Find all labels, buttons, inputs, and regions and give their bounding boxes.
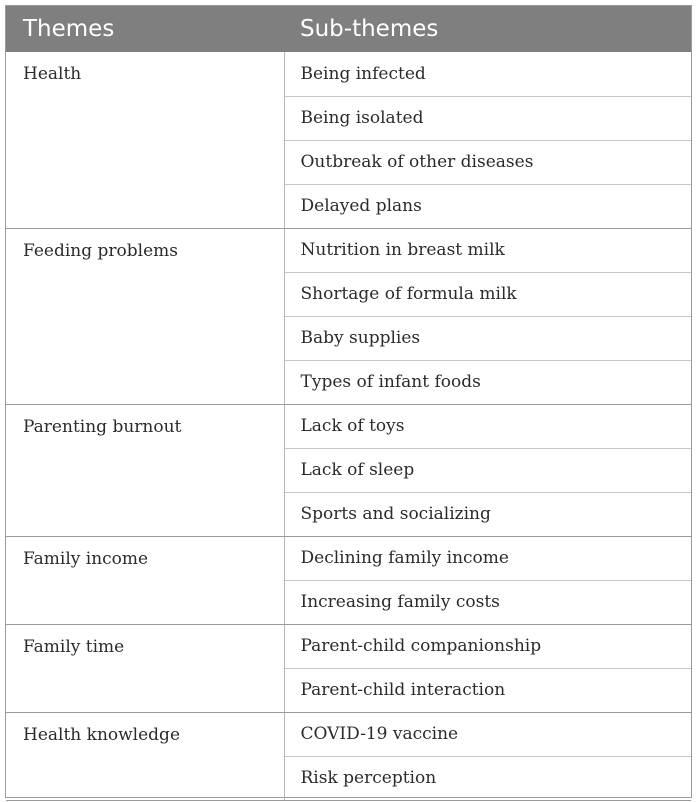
theme-cell: Feeding problems — [6, 228, 284, 404]
theme-cell: Parenting burnout — [6, 404, 284, 536]
subtheme-cell: Baby supplies — [284, 316, 691, 360]
subtheme-cell: Delayed plans — [284, 184, 691, 228]
table-row — [6, 624, 691, 668]
subtheme-cell: Shortage of formula milk — [284, 272, 691, 316]
subtheme-cell: Declining family income — [284, 536, 691, 580]
table-body — [6, 52, 691, 800]
subtheme-cell: Parent-child interaction — [284, 668, 691, 712]
themes-table — [5, 5, 692, 798]
table-header — [6, 6, 691, 52]
subtheme-cell: Nutrition in breast milk — [284, 228, 691, 272]
theme-cell: Health knowledge — [6, 712, 284, 800]
theme-cell: Family income — [6, 536, 284, 624]
subtheme-cell: Lack of toys — [284, 404, 691, 448]
subtheme-cell: COVID-19 vaccine — [284, 712, 691, 756]
theme-cell: Health — [6, 52, 284, 228]
table-row — [6, 404, 691, 448]
header-row — [6, 6, 691, 52]
subtheme-cell: Risk perception — [284, 756, 691, 800]
subtheme-cell: Lack of sleep — [284, 448, 691, 492]
subtheme-cell: Types of infant foods — [284, 360, 691, 404]
themes-table-grid — [6, 6, 691, 801]
theme-cell: Family time — [6, 624, 284, 712]
table-row — [6, 52, 691, 96]
table-row — [6, 228, 691, 272]
subtheme-cell: Being isolated — [284, 96, 691, 140]
table-row — [6, 712, 691, 756]
subtheme-cell: Sports and socializing — [284, 492, 691, 536]
subthemes-column-header: Sub-themes — [284, 6, 691, 52]
table-row — [6, 536, 691, 580]
subtheme-cell: Increasing family costs — [284, 580, 691, 624]
themes-column-header: Themes — [6, 6, 284, 52]
subtheme-cell: Parent-child companionship — [284, 624, 691, 668]
subtheme-cell: Being infected — [284, 52, 691, 96]
subtheme-cell: Outbreak of other diseases — [284, 140, 691, 184]
